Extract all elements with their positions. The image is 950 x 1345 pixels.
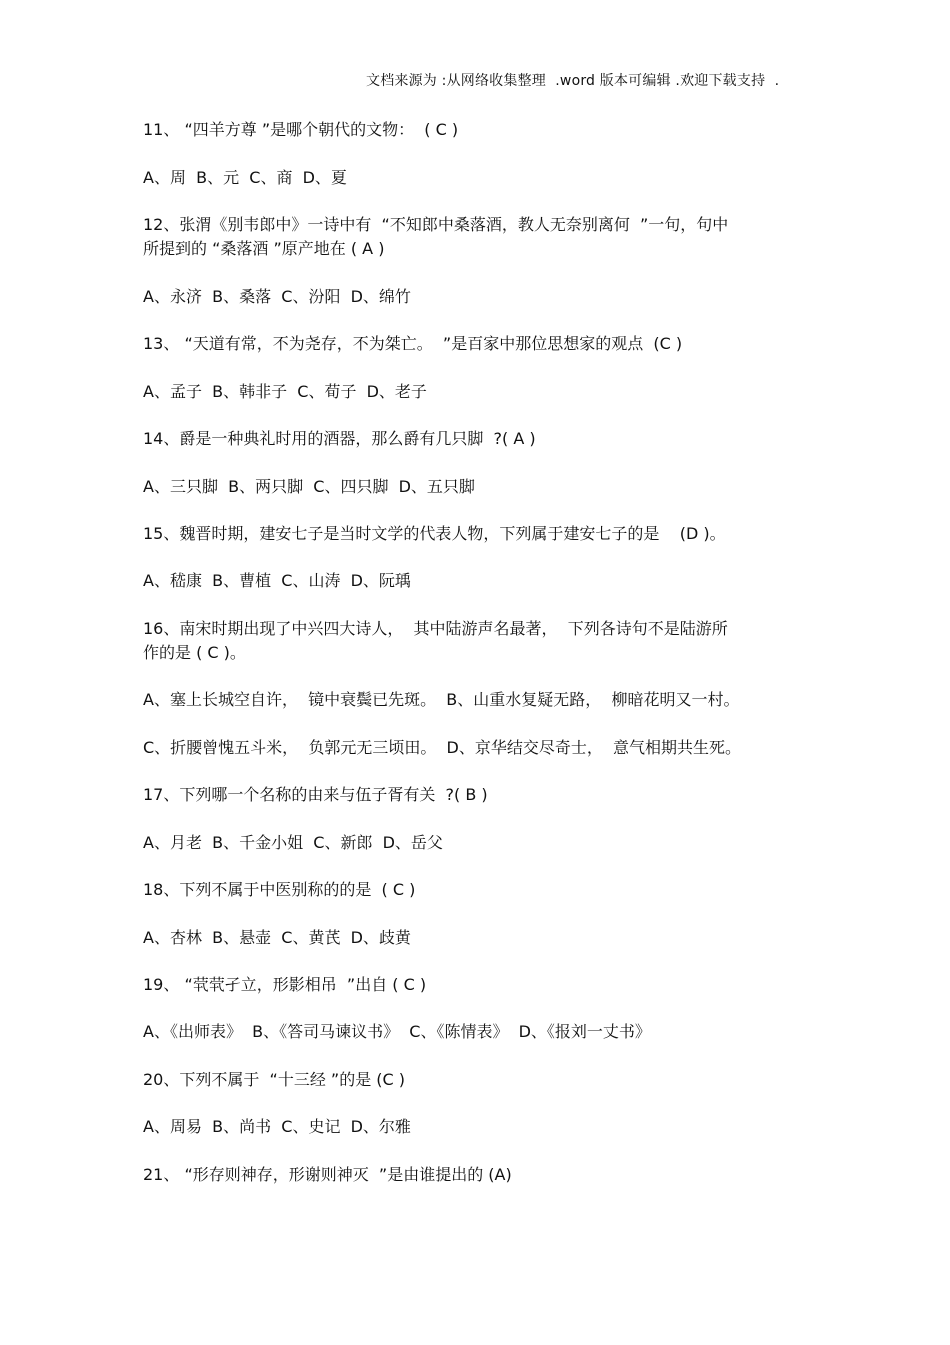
question-18: 18、下列不属于中医别称的的是 ( C ) bbox=[143, 880, 416, 899]
question-17: 17、下列哪一个名称的由来与伍子胥有关 ?( B ) bbox=[143, 785, 488, 804]
options-13: A、孟子 B、韩非子 C、荀子 D、老子 bbox=[143, 382, 427, 401]
options-19: A、《出师表》 B、《答司马谏议书》 C、《陈情表》 D、《报刘一丈书》 bbox=[143, 1022, 651, 1041]
options-16-ab: A、塞上长城空自许， 镜中衰鬓已先斑。 B、山重水复疑无路， 柳暗花明又一村。 bbox=[143, 690, 740, 709]
question-14: 14、爵是一种典礼时用的酒器，那么爵有几只脚 ?( A ) bbox=[143, 429, 536, 448]
question-13: 13、 “天道有常，不为尧存，不为桀亡。 ”是百家中那位思想家的观点 (C ) bbox=[143, 334, 683, 353]
options-11: A、周 B、元 C、商 D、夏 bbox=[143, 168, 347, 187]
question-11: 11、 “四羊方尊 ”是哪个朝代的文物： ( C ) bbox=[143, 120, 459, 139]
options-16-cd: C、折腰曾愧五斗米， 负郭元无三顷田。 D、京华结交尽奇士， 意气相期共生死。 bbox=[143, 738, 742, 757]
question-16-line-2: 作的是 ( C )。 bbox=[143, 643, 246, 662]
options-15: A、嵇康 B、曹植 C、山涛 D、阮瑀 bbox=[143, 571, 411, 590]
options-12: A、永济 B、桑落 C、汾阳 D、绵竹 bbox=[143, 287, 411, 306]
question-21: 21、 “形存则神存，形谢则神灭 ”是由谁提出的 (A) bbox=[143, 1165, 512, 1184]
page-header: 文档来源为 :从网络收集整理 .word 版本可编辑 .欢迎下载支持 . bbox=[366, 73, 780, 89]
question-15: 15、魏晋时期，建安七子是当时文学的代表人物，下列属于建安七子的是 (D )。 bbox=[143, 524, 726, 543]
options-18: A、杏林 B、悬壶 C、黄芪 D、歧黄 bbox=[143, 928, 411, 947]
question-20: 20、下列不属于 “十三经 ”的是 (C ) bbox=[143, 1070, 406, 1089]
options-14: A、三只脚 B、两只脚 C、四只脚 D、五只脚 bbox=[143, 477, 475, 496]
question-12-line-1: 12、张渭《别韦郎中》一诗中有 “不知郎中桑落酒，教人无奈别离何 ”一句，句中 bbox=[143, 215, 729, 234]
question-16-line-1: 16、南宋时期出现了中兴四大诗人， 其中陆游声名最著， 下列各诗句不是陆游所 bbox=[143, 619, 728, 638]
question-12-line-2: 所提到的 “桑落酒 ”原产地在 ( A ) bbox=[143, 239, 385, 258]
question-19: 19、 “茕茕孑立，形影相吊 ”出自 ( C ) bbox=[143, 975, 427, 994]
options-20: A、周易 B、尚书 C、史记 D、尔雅 bbox=[143, 1117, 411, 1136]
options-17: A、月老 B、千金小姐 C、新郎 D、岳父 bbox=[143, 833, 443, 852]
